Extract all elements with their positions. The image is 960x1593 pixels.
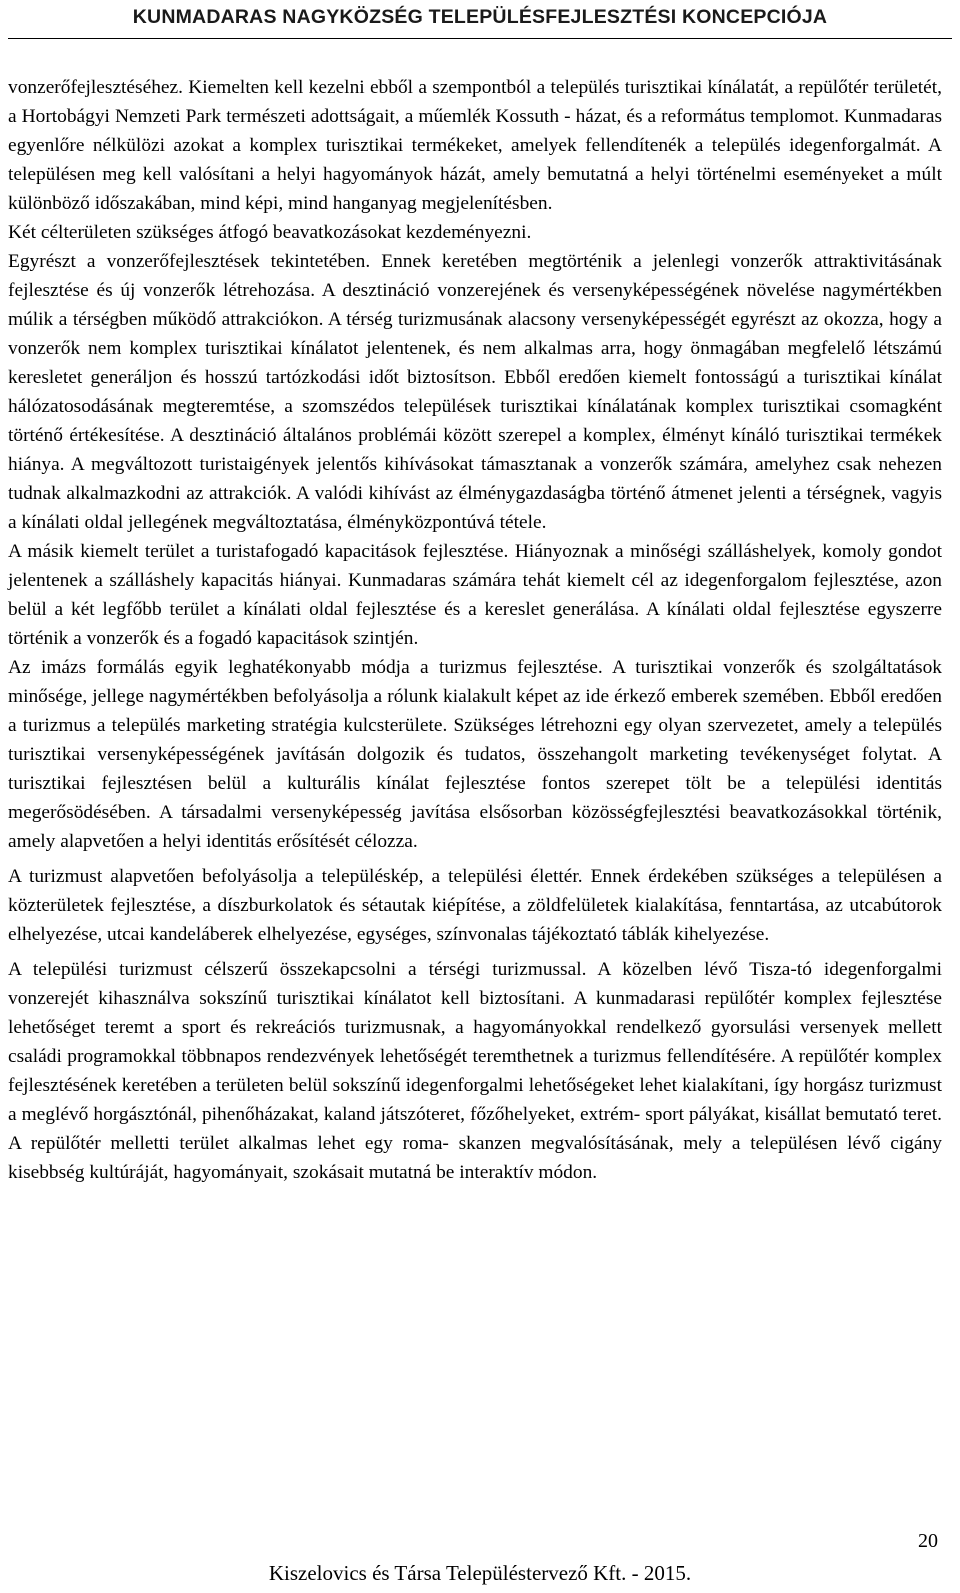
paragraph: Az imázs formálás egyik leghatékonyabb módja a turizmus fejlesztése. A turisztikai vonzerők és szolgáltatások minősége, jellege nagymértékben befolyásolja a rólunk kialakult képet az ide érkező emberek szemében. Ebből eredően a turizmus a település marketing stratégia kulcsterülete. Szükséges létrehozni egy olyan szervezetet, amely a település turisztikai versenyképességének javításán dolgozik és tudatos, összehangolt marketing tevékenységet folytat. A turisztikai fejlesztésen belül a kulturális kínálat fejlesztése fontos szerepet tölt be a települési identitás megerősödésében. A társadalmi versenyképesség javítása elsősorban közösségfejlesztési beavatkozásokkal történik, amely alapvetően a helyi identitás erősítését célozza.	[8, 657, 942, 852]
paragraph: vonzerőfejlesztéséhez. Kiemelten kell kezelni ebből a szempontból a település turisztikai kínálatát, a repülőtér területét, a Hortobágyi Nemzeti Park természeti adottságait, a műemlék Kossuth - házat, és a református templomot. Kunmadaras egyenlőre nélkülözi azokat a komplex turisztikai termékeket, amelyek fellendítenék a település idegenforgalmát. A településen meg kell valósítani a helyi hagyományok házát, amely bemutatná a helyi történelmi eseményeket a múlt különböző időszakában, mind képi, mind hanganyag megjelenítésben.	[8, 77, 942, 214]
paragraph: A másik kiemelt terület a turistafogadó kapacitások fejlesztése. Hiányoznak a minőségi szálláshelyek, komoly gondot jelentenek a szálláshely kapacitás hiányai. Kunmadaras számára tehát kiemelt cél az idegenforgalom fejlesztése, azon belül a két legfőbb terület a kínálati oldal fejlesztése és a kereslet generálása. A kínálati oldal fejlesztése egyszerre történik a vonzerők és a fogadó kapacitások szintjén.	[8, 541, 942, 649]
body-text	[8, 73, 942, 1187]
paragraph: A települési turizmust célszerű összekapcsolni a térségi turizmussal. A közelben lévő Tisza-tó idegenforgalmi vonzerejét kihasználva sokszínű turisztikai kínálatot kell biztosítani. A kunmadarasi repülőtér komplex fejlesztése lehetőséget teremt a sport és rekreációs turizmusnak, a hagyományokkal rendelkező gyorsulási versenyek mellett családi programokkal többnapos rendezvények lehetőségét teremthetnek a turizmus fellendítésére. A repülőtér komplex fejlesztésének keretében a területen belül sokszínű idegenforgalmi lehetőségeket lehet kialakítani, így horgász turizmust a meglévő horgásztónál, pihenőházakat, kaland játszóteret, főzőhelyeket, extrém- sport pályákat, kisállat bemutató teret. A repülőtér melletti terület alkalmas lehet egy roma- skanzen megvalósításának, mely a településen lévő cigány kisebbség kultúráját, hagyományait, szokásait mutatná be interaktív módon.	[8, 959, 942, 1183]
paragraph: Két célterületen szükséges átfogó beavatkozásokat kezdeményezni.	[8, 222, 532, 243]
paragraph: Egyrészt a vonzerőfejlesztések tekintetében. Ennek keretében megtörténik a jelenlegi vonzerők attraktivitásának fejlesztése és új vonzerők létrehozása. A desztináció vonzerejének és versenyképességének növelése nagymértékben múlik a térségben működő attrakciókon. A térség turizmusának alacsony versenyképességét egyrészt az okozza, hogy a vonzerők nem komplex turisztikai kínálatot jelentenek, és nem alkalmas arra, hogy önmagában megfelelő létszámú keresletet generáljon és hosszú tartózkodási időt biztosítson. Ebből eredően kiemelt fontosságú a turisztikai kínálat hálózatosodásának megteremtése, a szomszédos települések turisztikai kínálatának komplex turisztikai csomagként történő értékesítése. A desztináció általános problémái között szerepel a komplex, élményt kínáló turisztikai termékek hiánya. A megváltozott turistaigények jelentős kihívásokat támasztanak a vonzerők számára, amelyhez csak nehezen tudnak alkalmazkodni az attrakciók. A valódi kihívást az élménygazdaságba történő átmenet jelenti a térségnek, vagyis a kínálati oldal jellegének megváltoztatása, élményközpontúvá tétele.	[8, 251, 942, 533]
page-header-title: KUNMADARAS NAGYKÖZSÉG TELEPÜLÉSFEJLESZTÉSI KONCEPCIÓJA	[132, 6, 828, 28]
paragraph: A turizmust alapvetően befolyásolja a településkép, a települési élettér. Ennek érdekében szükséges a településen a közterületek fejlesztése, a díszburkolatok és sétautak kiépítése, a zöldfelületek kialakítása, fenntartása, az utcabútorok elhelyezése, utcai kandeláberek elhelyezése, egységes, színvonalas tájékoztató táblák kihelyezése.	[8, 866, 942, 945]
page-footer: Kiszelovics és Társa Településtervező Kft. - 2015.	[268, 1561, 692, 1585]
header-divider	[8, 38, 952, 39]
page-number: 20	[918, 1530, 938, 1552]
